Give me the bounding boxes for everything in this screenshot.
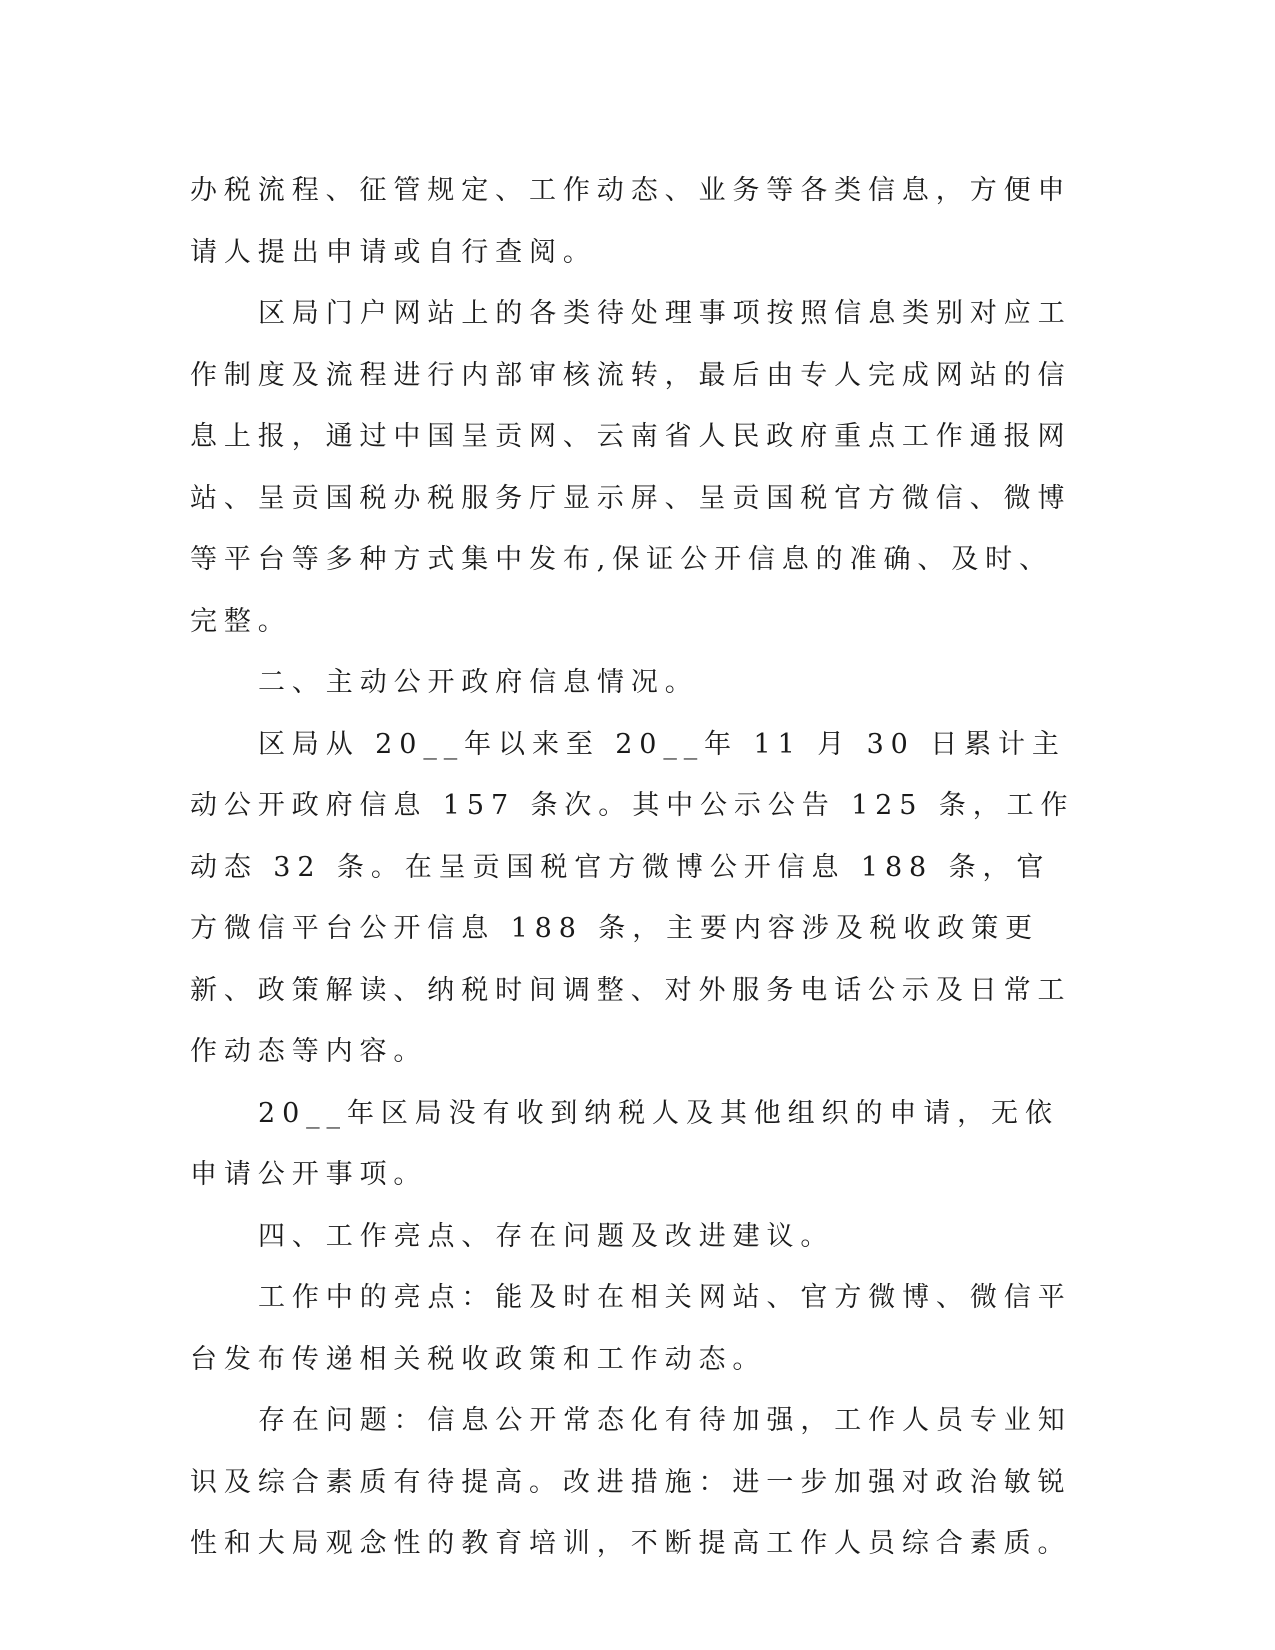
paragraph-portal-review: 区局门户网站上的各类待处理事项按照信息类别对应工作制度及流程进行内部审核流转，最后由专人完成网站的信息上报，通过中国呈贡网、云南省人民政府重点工作通报网站、呈贡国税办税服务厅显示屏、呈贡国税官方微信、微博等平台等多种方式集中发布,保证公开信息的准确、及时、完整。 bbox=[190, 298, 1072, 637]
paragraph-disclosure-stats: 区局从 20__年以来至 20__年 11 月 30 日累计主动公开政府信息 157 条次。其中公示公告 125 条，工作动态 32 条。在呈贡国税官方微博公开信息 188 条，官方微信平台公开信息 188 条，主要内容涉及税收政策更新、政策解读、纳税时间调整、对外服务电话公示及日常工作动态等内容。 bbox=[190, 728, 1075, 1067]
paragraph-no-requests: 20__年区局没有收到纳税人及其他组织的申请，无依申请公开事项。 bbox=[190, 1097, 1059, 1190]
paragraph-continuation: 办税流程、征管规定、工作动态、业务等各类信息，方便申请人提出申请或自行查阅。 bbox=[190, 175, 1072, 268]
paragraph-highlights: 工作中的亮点：能及时在相关网站、官方微博、微信平台发布传递相关税收政策和工作动态。 bbox=[190, 1282, 1072, 1375]
section-heading-active-disclosure: 二、主动公开政府信息情况。 bbox=[258, 667, 699, 698]
document-body bbox=[190, 160, 1082, 1575]
paragraph-problems-measures: 存在问题：信息公开常态化有待加强，工作人员专业知识及综合素质有待提高。改进措施：进一步加强对政治敏锐性和大局观念性的教育培训，不断提高工作人员综合素质。 bbox=[190, 1405, 1072, 1559]
section-heading-highlights: 四、工作亮点、存在问题及改进建议。 bbox=[258, 1220, 835, 1252]
